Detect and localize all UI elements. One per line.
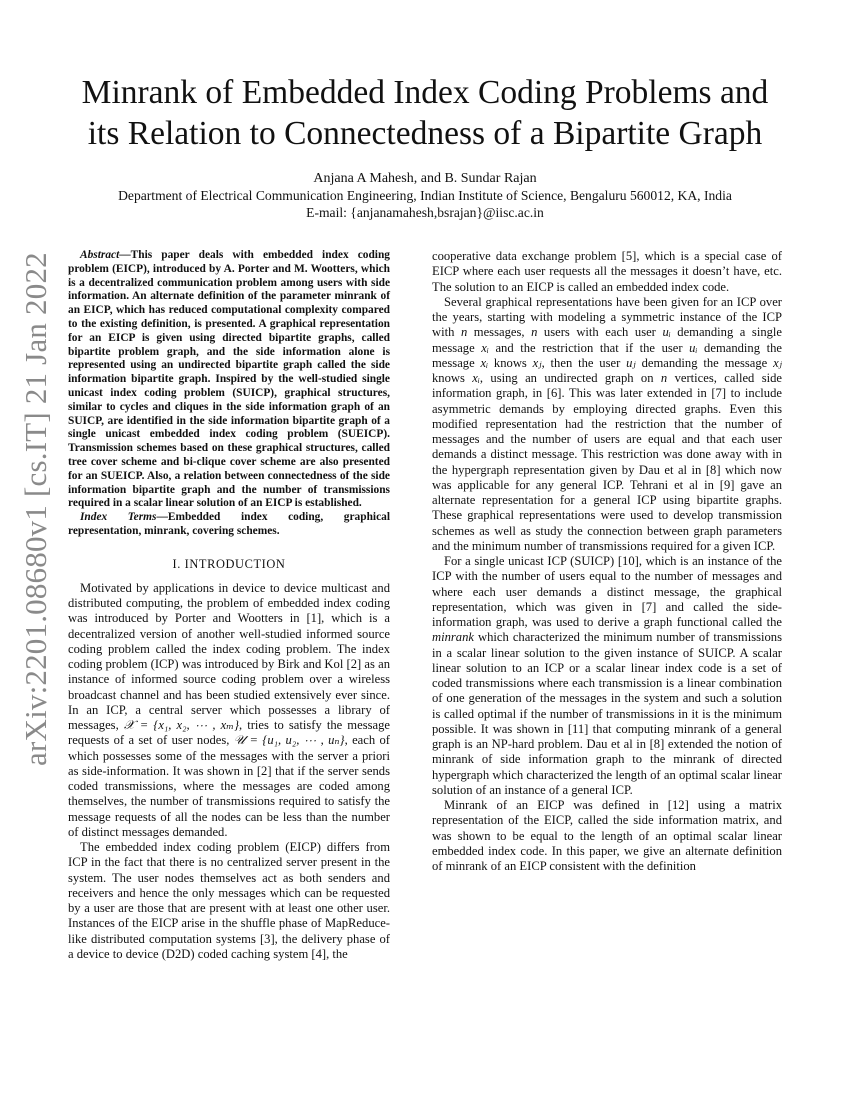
index-terms <box>68 511 390 539</box>
intro-paragraph-3: cooperative data exchange problem [5], which is a special case of EICP where each user requests all the messages it doesn’t have, etc. The solution to an EICP is called an embedded index code. <box>432 249 782 294</box>
text-run: knows <box>432 371 473 385</box>
math-var: xᵢ <box>472 371 480 385</box>
math-var: uᵢ <box>662 325 671 340</box>
intro-paragraph-5 <box>432 554 782 798</box>
index-terms-text: —Embedded index coding, graphical representation, minrank, covering schemes. <box>68 511 390 537</box>
abstract <box>68 249 390 511</box>
abstract-label: Abstract <box>80 249 120 261</box>
intro-paragraph-2: The embedded index coding problem (EICP) differs from ICP in the fact that there is no centralized server present in the system. The user nodes themselves act as both senders and receivers and hence the only messages which can be requested by a user are those that are present with at least one other user. Instances of the EICP arise in the shuffle phase of MapReduce-like distributed computation systems [3], the delivery phase of a device to device (D2D) coded caching system [4], the <box>68 840 390 961</box>
text-run: users with each user <box>537 325 663 340</box>
math-var: xᵢ <box>481 340 489 355</box>
intro-paragraph-4 <box>432 295 782 554</box>
math-var: xᵢ <box>480 355 489 370</box>
arxiv-identifier-stamp: arXiv:2201.08680v1 [cs.IT] 21 Jan 2022 <box>18 252 53 766</box>
text-run: Motivated by applications in device to device multicast and distributed computing, the problem of embedded index coding was introduced by Porter and Wootters in [1], which is a decentralized version of another well-studied informed source coding problem called the index coding problem. The index coding problem (ICP) was introduced by Birk and Kol [2] as an instance of informed source coding problem over a wireless broadcast channel and has been studied extensively ever since. In an ICP, a central server which possesses a library of messages, <box>68 580 390 733</box>
emphasis-minrank: minrank <box>432 630 474 645</box>
math-var: n <box>531 325 538 340</box>
text-run: Several graphical representations have been given for an ICP over the years, starting with modeling a symmetric instance of the ICP with <box>432 294 782 340</box>
text-run: , using an undirected graph on <box>479 371 661 385</box>
text-run: and the restriction that if the user <box>488 340 690 355</box>
right-column <box>432 249 782 874</box>
paper-title <box>50 72 800 154</box>
text-run: messages, <box>467 325 532 340</box>
math-var: xⱼ <box>773 355 782 370</box>
math-var: xⱼ <box>532 355 542 370</box>
text-run: knows <box>488 355 533 370</box>
text-run: demanding the message <box>635 355 774 370</box>
title-line-2: its Relation to Connectedness of a Bipartite Graph <box>87 115 763 152</box>
author-list: Anjana A Mahesh, and B. Sundar Rajan <box>313 171 537 186</box>
left-column <box>68 249 390 962</box>
abstract-text: —This paper deals with embedded index coding problem (EICP), introduced by A. Porter and M. Wootters, which is a decentralized communication problem among users with side information. An alternate definition of the parameter minrank of an EICP, which has reduced computational complexity compared to the existing definition, is presented. A graphical representation for an EICP is given using directed bipartite graphs, called bipartite problem graph, and the side information alone is represented using an undirected bipartite graph called the side information bipartite graph. Inspired by the well-studied single unicast index coding problem (SUICP), graphical structures, similar to cycles and cliques in the side information graph of an SUICP, are identified in the side information bipartite graph of a single unicast embedded index coding problem (SUEICP). Transmission schemes based on these graphical structures, called tree cover scheme and bi-clique cover scheme are also presented for an SUEICP. Also, a relation between connectedness of the side information bipartite graph and the number of transmissions required in a scalar linear solution of an EICP is established. <box>68 249 390 510</box>
text-run: , each of which possesses some of the messages with the server a priori as side-information. It was shown in [2] that if the server sends coded transmissions, where the messages are coded among themselves, the number of transmissions required to satisfy the message requests of all the nodes can be less than the number of distinct messages demanded. <box>68 733 390 839</box>
text-run: For a single unicast ICP (SUICP) [10], which is an instance of the ICP with the number of users equal to the number of messages and where each user demands a distinct message, the graphical representation, which was given in [7] and called the side-information graph, was used to derive a graph functional called the <box>432 554 782 629</box>
author-email: E-mail: {anjanamahesh,bsrajan}@iisc.ac.in <box>306 205 544 220</box>
math-message-set: 𝒳 = {x₁, x₂, ⋯ , xₘ} <box>123 718 239 733</box>
text-run: demanding a single message <box>432 325 783 355</box>
author-affiliation: Department of Electrical Communication Engineering, Indian Institute of Science, Bengaluru 560012, KA, India <box>118 188 732 203</box>
text-run: , tries to satisfy the message requests of a set of user nodes, <box>68 718 390 748</box>
section-heading-introduction: I. INTRODUCTION <box>172 556 286 571</box>
math-var: uⱼ <box>626 355 636 370</box>
intro-paragraph-1 <box>68 581 390 840</box>
math-var: n <box>660 371 668 385</box>
index-terms-label: Index Terms <box>80 511 157 524</box>
intro-paragraph-6: Minrank of an EICP was defined in [12] using a matrix representation of the EICP, called the side information matrix, and was shown to be equal to the length of an optimal scalar linear embedded index code. In this paper, we give an alternate definition of minrank of an EICP consistent with the definition <box>432 798 782 873</box>
text-run: vertices, called side information graph, in [6]. This was later extended in [7] to include asymmetric demands by employing directed graphs. Even this modified representation had the restriction that the number of messages and the number of users are equal and that each user demands a distinct message. This restriction was done away with in the hypergraph representation given by Dau et al in [8] which now was applicable for any general ICP. Tehrani et al in [9] gave an alternate representation for a general ICP using bipartite graphs. These graphical representations were used to develop transmission schemes as well as study the connection between graph parameters and the minimum number of transmissions required for a given ICP. <box>432 371 782 553</box>
text-run: which characterized the minimum number of transmissions in a scalar linear solution to the given instance of SUICP. A scalar linear solution to an ICP or a scalar linear index code is a set of coded transmissions where each transmission is a linear combination of one generation of the messages in the system and such a solution is called optimal if the number of transmissions in it is the minimum possible. It was shown in [11] that computing minrank of a general graph is an NP-hard problem. Dau et al in [8] extended the notion of minrank of side information graph to the minrank of directed hypergraph which characterized the length of an optimal scalar linear solution of an instance of a general ICP. <box>432 630 782 797</box>
text-run: demanding the message <box>432 340 782 370</box>
math-var: uᵢ <box>689 340 698 355</box>
math-var: n <box>460 325 468 340</box>
text-run: , then the user <box>541 355 627 370</box>
title-line-1: Minrank of Embedded Index Coding Problems and <box>81 74 769 111</box>
math-user-set: 𝒰 = {u₁, u₂, ⋯ , uₙ} <box>233 733 345 748</box>
